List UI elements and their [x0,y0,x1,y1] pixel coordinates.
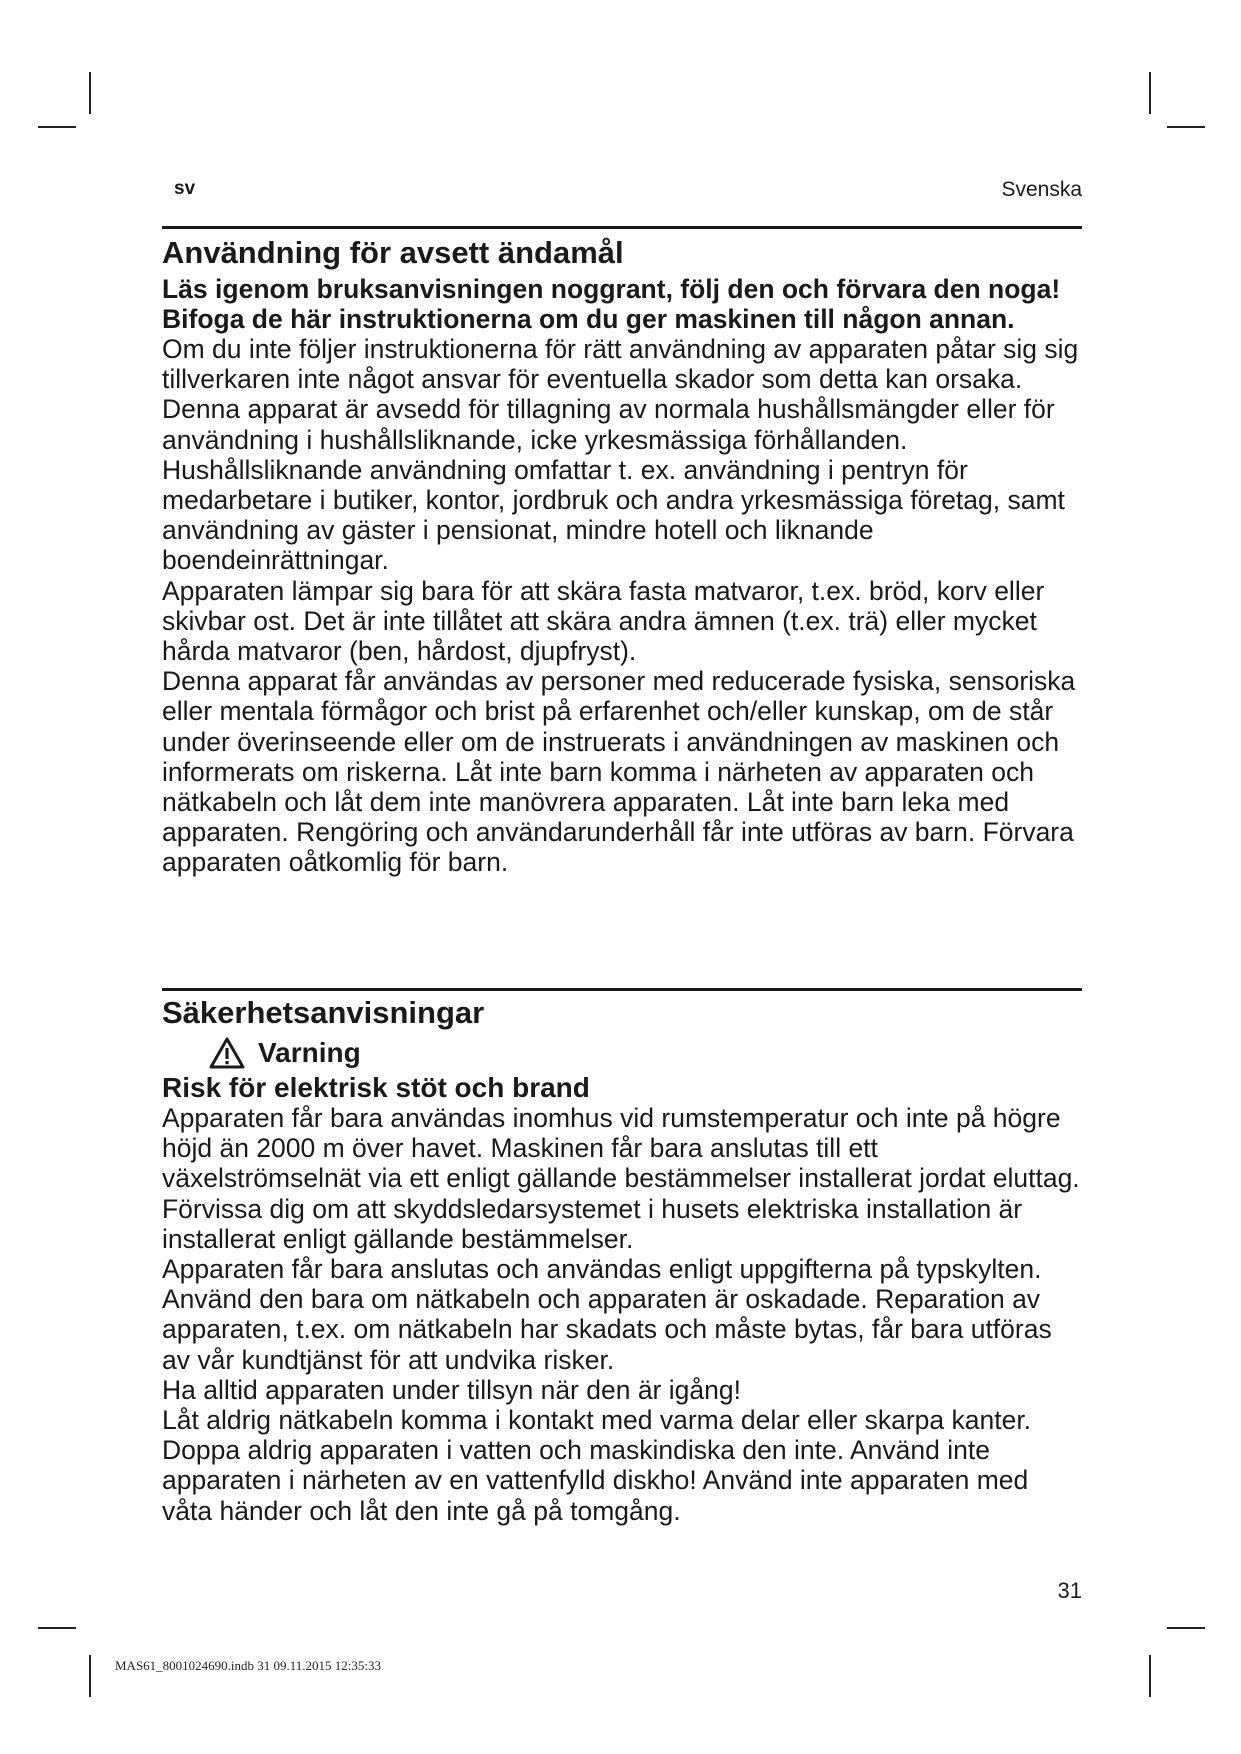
risk-title: Risk för elektrisk stöt och brand [162,1072,590,1103]
crop-mark [1149,72,1151,114]
crop-mark [1167,1627,1205,1629]
body-paragraph: Apparaten får bara anslutas och användas enligt uppgifterna på typskylten. Använd den bara om nätkabeln och apparaten är oskadade. Reparation av apparaten, t.ex. om nätkabeln har skadats och måste bytas, får bara utföras av vår kundtjänst för att undvika risker. [162,1254,1052,1375]
section-safety [162,996,1082,1526]
crop-mark [38,126,76,128]
page-number: 31 [1057,1578,1082,1603]
crop-mark [1149,1655,1151,1697]
crop-mark [1167,126,1205,128]
warning-heading [208,1034,1082,1072]
language-name: Svenska [1001,178,1082,201]
body-paragraph: Om du inte följer instruktionerna för rätt användning av apparaten påtar sig sig tillverkaren inte något ansvar för eventuella skador som detta kan orsaka. [162,334,1079,395]
body-paragraph: Låt aldrig nätkabeln komma i kontakt med varma delar eller skarpa kanter. Doppa aldrig apparaten i vatten och maskindiska den inte. Använd inte apparaten i närheten av en vattenfylld diskho! Använd inte apparaten med våta händer och låt den inte gå på tomgång. [162,1405,1032,1526]
section-rule [162,988,1082,991]
crop-mark [89,72,91,114]
body-paragraph: Apparaten lämpar sig bara för att skära fasta matvaror, t.ex. bröd, korv eller skivbar ost. Det är inte tillåtet att skära andra ämnen (t.ex. trä) eller mycket hårda matvaror (ben, hårdost, djupfryst). [162,575,1045,667]
header-rule [162,226,1082,229]
body-paragraph: Apparaten får bara användas inomhus vid rumstemperatur och inte på högre höjd än 2000 m över havet. Maskinen får bara anslutas till ett växelströmselnät via ett enligt gällande bestämmelser installerat jordat eluttag. Förvissa dig om att skyddsledarsystemet i husets elektriska installation är installerat enligt gällande bestämmelser. [162,1103,1080,1254]
body-paragraph: Ha alltid apparaten under tillsyn när den är igång! [162,1374,741,1405]
section-title: Användning för avsett ändamål [162,235,624,270]
crop-mark [38,1627,76,1629]
page-header [162,176,1082,204]
language-code: sv [174,178,196,199]
section-intended-use [162,236,1082,878]
lead-paragraph: Läs igenom bruksanvisningen noggrant, följ den och förvara den noga! Bifoga de här instruktionerna om du ger maskinen till någon annan. [162,274,1061,334]
body-paragraph: Denna apparat får användas av personer med reducerade fysiska, sensoriska eller mentala förmågor och brist på erfarenhet och/eller kunskap, om de står under överinseende eller om de instruerats i användningen av maskinen och informerats om riskerna. Låt inte barn komma i närheten av apparaten och nätkabeln och låt dem inte manövrera apparaten. Låt inte barn leka med apparaten. Rengöring och användarunderhåll får inte utföras av barn. Förvara apparaten oåtkomlig för barn. [162,666,1076,878]
warning-triangle-icon [208,1036,246,1070]
warning-label: Varning [258,1037,361,1068]
crop-mark [89,1655,91,1697]
section-title: Säkerhetsanvisningar [162,995,485,1030]
print-imprint: MAS61_8001024690.indb 31 09.11.2015 12:35:33 [115,1658,382,1673]
body-paragraph: Denna apparat är avsedd för tillagning av normala hushållsmängder eller för användning i hushållsliknande, icke yrkesmässiga förhållanden. Hushållsliknande användning omfattar t. ex. användning i pentryn för medarbetare i butiker, kontor, jordbruk och andra yrkesmässiga företag, samt användning av gäster i pensionat, mindre hotell och liknande boendeinrättningar. [162,394,1065,576]
